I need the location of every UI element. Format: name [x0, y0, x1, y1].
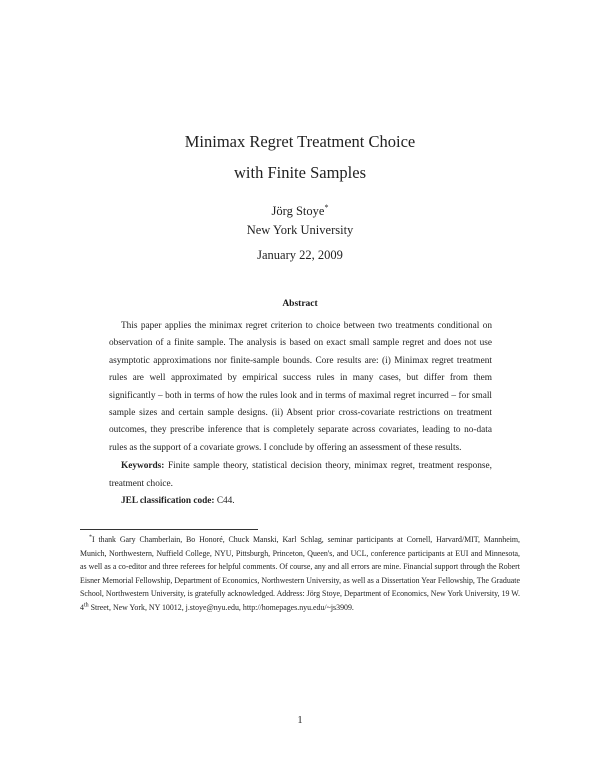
abstract-block [109, 318, 492, 510]
author-name [0, 204, 600, 219]
abstract-heading: Abstract [282, 299, 318, 309]
keywords-label: Keywords: [121, 461, 165, 472]
jel-paragraph [109, 493, 492, 510]
footnote-text-after: Street, New York, NY 10012, j.stoye@nyu.edu, http://homepages.nyu.edu/~js3909. [88, 602, 354, 612]
paper-title-line-1: Minimax Regret Treatment Choice [184, 132, 416, 151]
footnote-superscript: th [83, 602, 89, 609]
keywords-text: Finite sample theory, statistical decision theory, minimax regret, treatment response, treatment choice. [109, 461, 492, 489]
keywords-paragraph [109, 458, 492, 493]
author-name-text: Jörg Stoye [271, 204, 325, 218]
footnote [80, 533, 520, 615]
author-footnote-mark: * [324, 202, 329, 212]
footnote-text [80, 533, 520, 615]
jel-label: JEL classification code: [121, 496, 215, 507]
footnote-mark: * [89, 534, 92, 541]
footnote-divider [80, 529, 258, 530]
abstract-body: This paper applies the minimax regret criterion to choice between two treatments conditional on observation of a finite sample. The analysis is based on exact small sample regret and does not use asymptotic approximations nor finite-sample bounds. Core results are: (i) Minimax regret treatment rules are well approximated by empirical success rules in many cases, but differ from them significantly – both in terms of how the rules look and in terms of maximal regret incurred – for small sample sizes and certain sample designs. (ii) Absent prior cross-covariate restrictions on treatment outcomes, they prescribe inference that is completely separate across covariates, leading to no-data rules as the support of a covariate grows. I conclude by offering an assessment of these results. [109, 321, 492, 453]
footnote-text-before: I thank Gary Chamberlain, Bo Honoré, Chuck Manski, Karl Schlag, seminar participants at Cornell, Harvard/MIT, Mannheim, Munich, Northwestern, Nuffield College, NYU, Pittsburgh, Princeton, Queen's, and UCL, conference participants at EUI and Minnesota, as well as a co-editor and three referees for helpful comments. Of course, any and all errors are mine. Financial support through the Robert Eisner Memorial Fellowship, Department of Economics, Northwestern University, as well as a Dissertation Year Fellowship, The Graduate School, Northwestern University, is gratefully acknowledged. Address: Jörg Stoye, Department of Economics, New York University, 19 W. 4 [80, 535, 520, 612]
paper-title-line-2: with Finite Samples [234, 163, 366, 182]
paper-date: January 22, 2009 [257, 248, 343, 262]
author-affiliation: New York University [246, 223, 354, 237]
jel-code: C44. [216, 496, 235, 507]
page-number: 1 [297, 715, 303, 726]
